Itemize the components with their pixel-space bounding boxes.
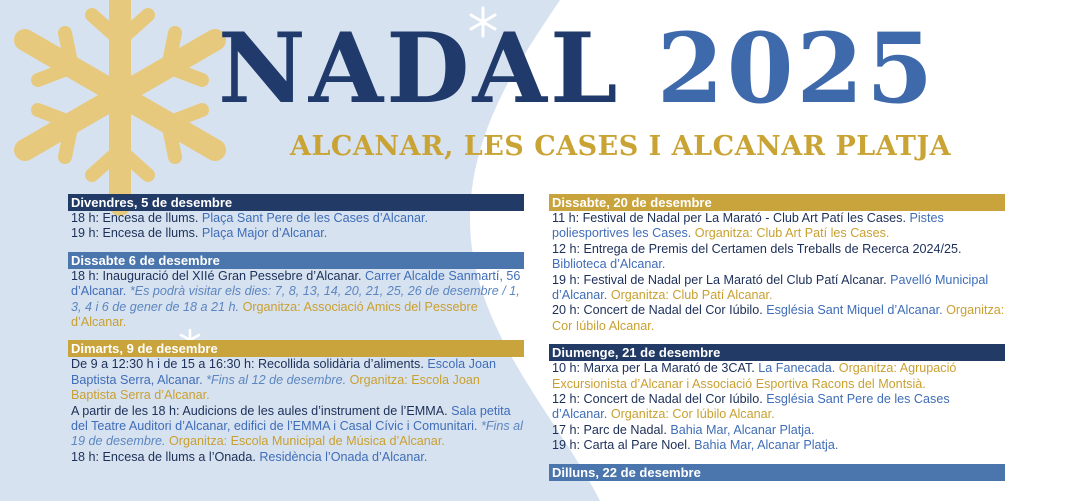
day-header: Dissabte, 20 de desembre	[549, 194, 1005, 211]
event-organizer: Organitza: Club Art Patí les Cases.	[694, 226, 890, 241]
event-item	[549, 303, 1005, 334]
schedule-right-column	[549, 194, 1005, 481]
event-organizer: Organitza: Cor Iúbilo Alcanar.	[610, 407, 775, 422]
event-organizer: Organitza: Escola Municipal de Música d’Alcanar.	[169, 434, 445, 449]
event-item	[68, 226, 524, 241]
event-organizer: Organitza: Cor Iúbilo Alcanar.	[552, 303, 1005, 333]
event-place: Església Sant Miquel d’Alcanar.	[766, 303, 943, 318]
event-item	[549, 242, 1005, 273]
day-header: Dimarts, 9 de desembre	[68, 340, 524, 357]
event-place: Església Sant Pere de les Cases d’Alcanar.	[552, 392, 950, 422]
event-title: 12 h: Entrega de Premis del Certamen dels Treballs de Recerca 2024/25.	[552, 241, 962, 256]
event-item	[549, 423, 1005, 438]
event-place: La Fanecada.	[758, 361, 836, 376]
event-item	[549, 392, 1005, 423]
event-title: 19 h: Festival de Nadal per La Marató del Club Patí Alcanar.	[552, 272, 887, 287]
day-header: Dissabte 6 de desembre	[68, 252, 524, 269]
day-header: Dilluns, 22 de desembre	[549, 464, 1005, 481]
event-place: Escola Joan Baptista Serra, Alcanar.	[71, 357, 496, 387]
schedule-left-column	[68, 194, 524, 465]
event-title: 10 h: Marxa per La Marató de 3CAT.	[552, 361, 755, 376]
poster-subtitle: ALCANAR, LES CASES I ALCANAR PLATJA	[290, 131, 952, 162]
day-header: Diumenge, 21 de desembre	[549, 344, 1005, 361]
event-organizer: Organitza: Escola Joan Baptista Serra d’Alcanar.	[71, 372, 480, 403]
event-title: 18 h: Inauguració del XIIé Gran Pessebre d’Alcanar.	[71, 268, 362, 283]
event-item	[549, 273, 1005, 304]
event-item	[68, 211, 524, 226]
event-title: 18 h: Encesa de llums.	[71, 211, 199, 225]
event-organizer: Organitza: Club Patí Alcanar.	[610, 288, 773, 303]
event-item	[549, 438, 1005, 453]
event-place: Pavelló Municipal d’Alcanar.	[552, 272, 989, 303]
event-place: Bahia Mar, Alcanar Platja.	[694, 438, 839, 453]
poster-title	[218, 12, 937, 125]
event-place: Plaça Major d’Alcanar.	[201, 226, 328, 241]
event-place: Bahia Mar, Alcanar Platja.	[670, 422, 815, 437]
title-year: 2025	[656, 12, 937, 125]
event-item	[549, 361, 1005, 392]
event-title: 19 h: Carta al Pare Noel.	[552, 438, 691, 453]
event-place: Plaça Sant Pere de les Cases d’Alcanar.	[201, 211, 429, 225]
event-title: De 9 a 12:30 h i de 15 a 16:30 h: Recollida solidària d’aliments.	[71, 357, 424, 372]
event-note: *Fins al 19 de desembre.	[71, 419, 523, 449]
event-item	[68, 450, 524, 465]
event-place: Residència l’Onada d’Alcanar.	[259, 449, 428, 464]
event-title: 17 h: Parc de Nadal.	[552, 422, 667, 437]
event-place: Biblioteca d’Alcanar.	[552, 257, 666, 272]
event-title: 12 h: Concert de Nadal del Cor Iúbilo.	[552, 392, 763, 407]
event-place: Sala petita del Teatre Auditori d’Alcanar, edifici de l’EMMA i Casal Cívic i Comunitari.	[71, 403, 511, 434]
event-title: 19 h: Encesa de llums.	[71, 226, 199, 241]
day-header: Divendres, 5 de desembre	[68, 194, 524, 211]
event-note: *Es podrà visitar els dies: 7, 8, 13, 14, 20, 21, 25, 26 de desembre / 1, 3, 4 i 6 de gener de 18 a 21 h.	[71, 284, 520, 314]
event-organizer: Organitza: Agrupació Excursionista d’Alcanar i Associació Esportiva Racons del Montsià.	[552, 361, 957, 391]
event-place: Carrer Alcalde Sanmartí, 56 d’Alcanar.	[71, 268, 521, 299]
event-item	[68, 269, 524, 331]
title-word: NADAL	[218, 12, 621, 125]
event-title: A partir de les 18 h: Audicions de les aules d’instrument de l’EMMA.	[71, 403, 448, 418]
event-title: 20 h: Concert de Nadal del Cor Iúbilo.	[552, 303, 763, 318]
event-item	[68, 404, 524, 450]
event-note: *Fins al 12 de desembre.	[206, 372, 347, 387]
event-title: 18 h: Encesa de llums a l’Onada.	[71, 449, 256, 464]
event-organizer: Organitza: Associació Amics del Pessebre d’Alcanar.	[71, 299, 478, 330]
event-item	[549, 211, 1005, 242]
event-place: Pistes poliesportives les Cases.	[552, 211, 944, 241]
event-item	[68, 357, 524, 403]
event-title: 11 h: Festival de Nadal per La Marató - Club Art Patí les Cases.	[552, 211, 906, 225]
